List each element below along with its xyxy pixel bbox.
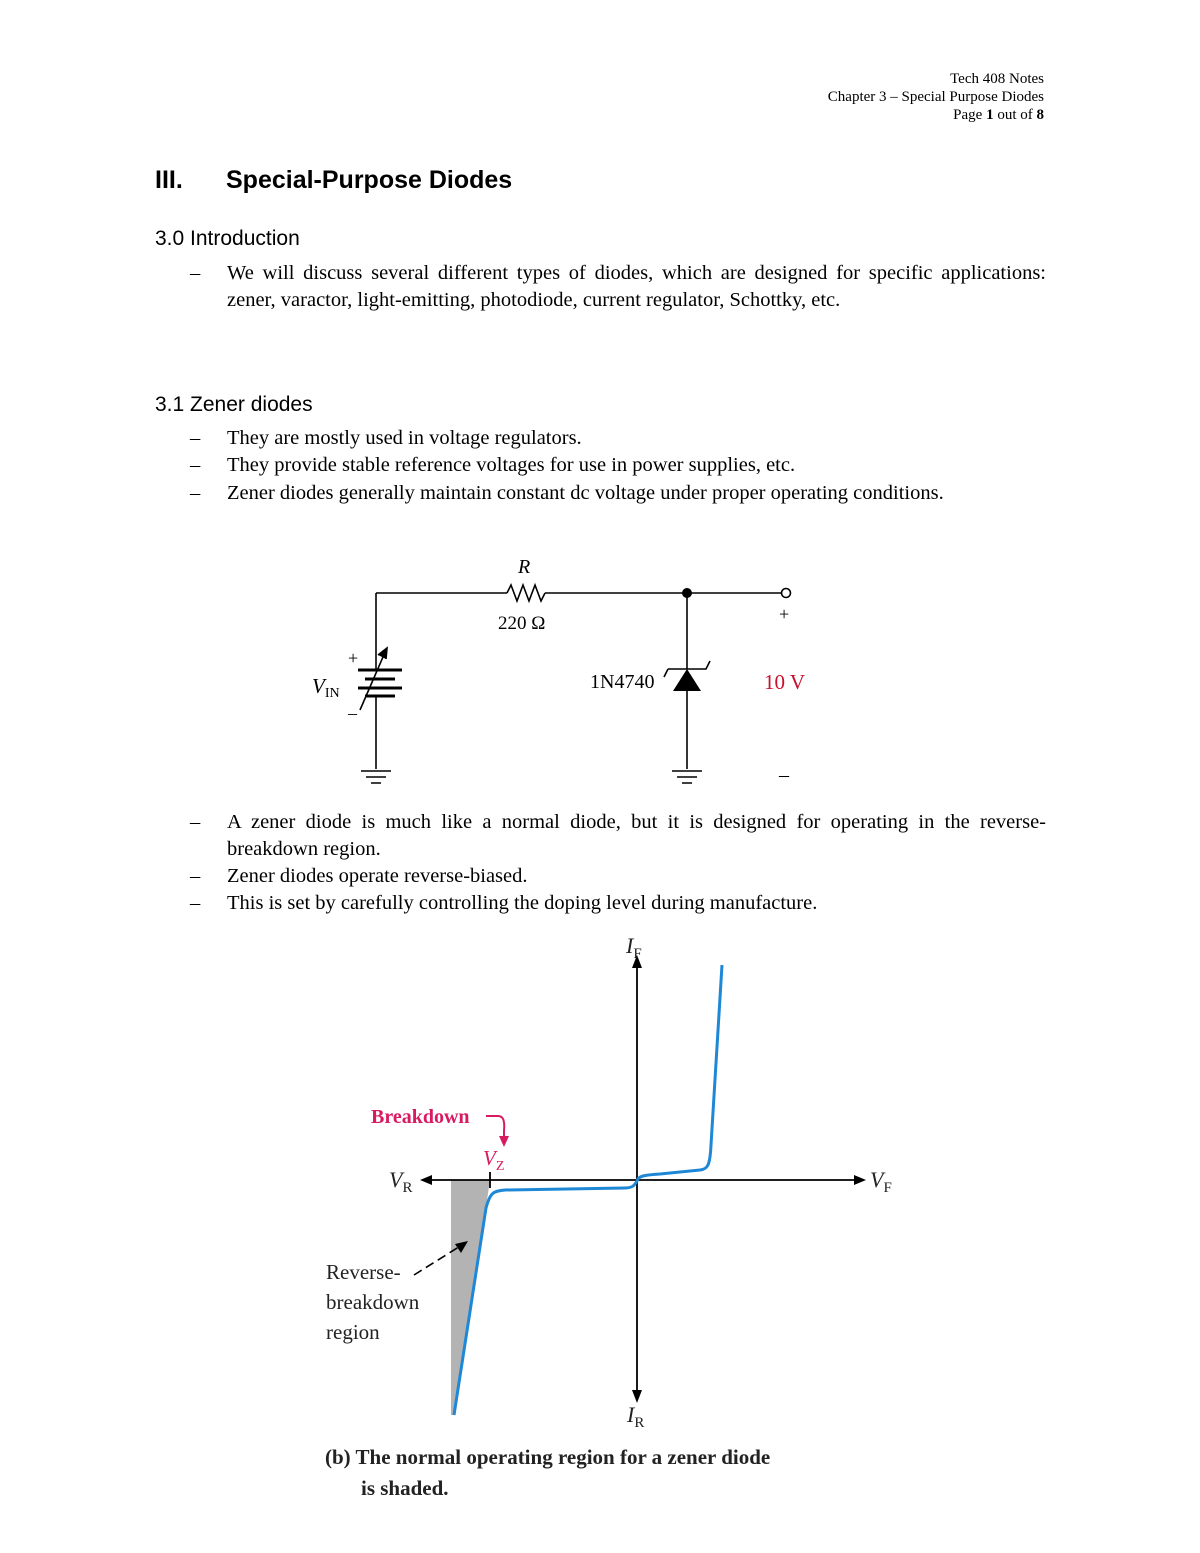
page-header (828, 70, 1044, 124)
vz-sub: Z (495, 1159, 505, 1174)
bullet-dash: – (190, 262, 201, 284)
bullet-dash: – (190, 482, 201, 504)
bullet-text: They are mostly used in voltage regulators. (227, 427, 582, 449)
iv-curve (454, 965, 722, 1415)
bullet-text: Zener diodes generally maintain constant dc voltage under proper operating conditions. (227, 482, 944, 504)
header-chapter: Chapter 3 – Special Purpose Diodes (827, 89, 1044, 105)
vf-main: V (870, 1167, 884, 1192)
output-minus: – (779, 764, 789, 786)
bullet-item (190, 425, 1046, 452)
region-label-line1: Reverse- (326, 1260, 401, 1284)
bullet-item (190, 809, 1046, 863)
resistor-label: R (518, 556, 531, 578)
zener-triangle (673, 669, 701, 691)
region-label-line3: region (326, 1320, 380, 1344)
chapter-number: III. (155, 166, 183, 194)
output-voltage: 10 V (764, 670, 806, 694)
bullet-dash: – (190, 454, 201, 476)
caption-line1: (b) The normal operating region for a zener diode (325, 1445, 771, 1469)
zener-regulator-circuit (0, 545, 1200, 795)
section-heading-intro: 3.0 Introduction (155, 227, 300, 250)
header-page (828, 106, 1044, 124)
bullet-item (190, 890, 1046, 917)
region-label-line2: breakdown (326, 1290, 420, 1314)
bullet-item (190, 260, 1046, 314)
bullet-item (190, 480, 1046, 507)
section-heading-zener: 3.1 Zener diodes (155, 393, 313, 416)
vin-label (312, 674, 340, 701)
bullet-dash: – (190, 427, 201, 449)
breakdown-arrow (486, 1116, 504, 1139)
arrow-vf (854, 1175, 866, 1185)
vz-main: V (483, 1146, 496, 1170)
battery-minus: – (348, 703, 357, 723)
chapter-title-text: Special-Purpose Diodes (226, 166, 513, 194)
if-sub: F (633, 946, 642, 962)
bullet-dash: – (190, 865, 201, 887)
chapter-title (155, 166, 512, 195)
zener-iv-characteristic (0, 925, 1200, 1440)
vz-label (483, 1146, 504, 1174)
vf-label (870, 1167, 892, 1196)
diode-label: 1N4740 (590, 671, 655, 693)
bullet-text: Zener diodes operate reverse-biased. (227, 865, 528, 887)
bullet-item (190, 863, 1046, 890)
page-mid: out of (993, 107, 1037, 123)
ground-right (672, 771, 702, 783)
caption-line2: is shaded. (361, 1476, 449, 1500)
figure-caption (325, 1442, 770, 1504)
junction-dot (682, 588, 692, 598)
bullet-text: They provide stable reference voltages for use in power supplies, etc. (227, 454, 796, 476)
arrow-vr (420, 1175, 432, 1185)
vf-sub: F (883, 1180, 892, 1196)
bullet-dash: – (190, 892, 201, 914)
page-prefix: Page (953, 107, 987, 123)
ir-sub: R (634, 1415, 645, 1431)
bullet-text: This is set by carefully controlling the doping level during manufacture. (227, 892, 818, 914)
bullet-item (190, 452, 1046, 479)
if-main: I (626, 933, 634, 958)
output-terminal (782, 589, 791, 598)
page-number: 1 (986, 107, 994, 123)
ir-main: I (627, 1402, 635, 1427)
header-course: Tech 408 Notes (950, 71, 1044, 87)
breakdown-arrowhead (499, 1136, 509, 1147)
vin-sub: IN (324, 686, 340, 701)
bullet-text: We will discuss several different types of diodes, which are designed for specific applications: zener, varactor, light-emitting, photodiode, current regulator, Schottky, etc. (227, 262, 1046, 311)
vin-main: V (312, 674, 325, 698)
resistor-zigzag (507, 585, 545, 601)
resistor-value: 220 Ω (498, 613, 546, 634)
ground-left (361, 771, 391, 783)
bullet-text: A zener diode is much like a normal diode, but it is designed for operating in the reverse-breakdown region. (227, 811, 1046, 860)
breakdown-label: Breakdown (371, 1106, 470, 1128)
vr-label (389, 1167, 412, 1196)
bullet-dash: – (190, 811, 201, 833)
if-label (625, 933, 642, 962)
ir-label (626, 1402, 644, 1431)
output-plus: + (779, 604, 790, 624)
vr-sub: R (402, 1180, 413, 1196)
battery-plus: + (348, 648, 359, 668)
page-total: 8 (1036, 107, 1044, 123)
vr-main: V (389, 1167, 403, 1192)
